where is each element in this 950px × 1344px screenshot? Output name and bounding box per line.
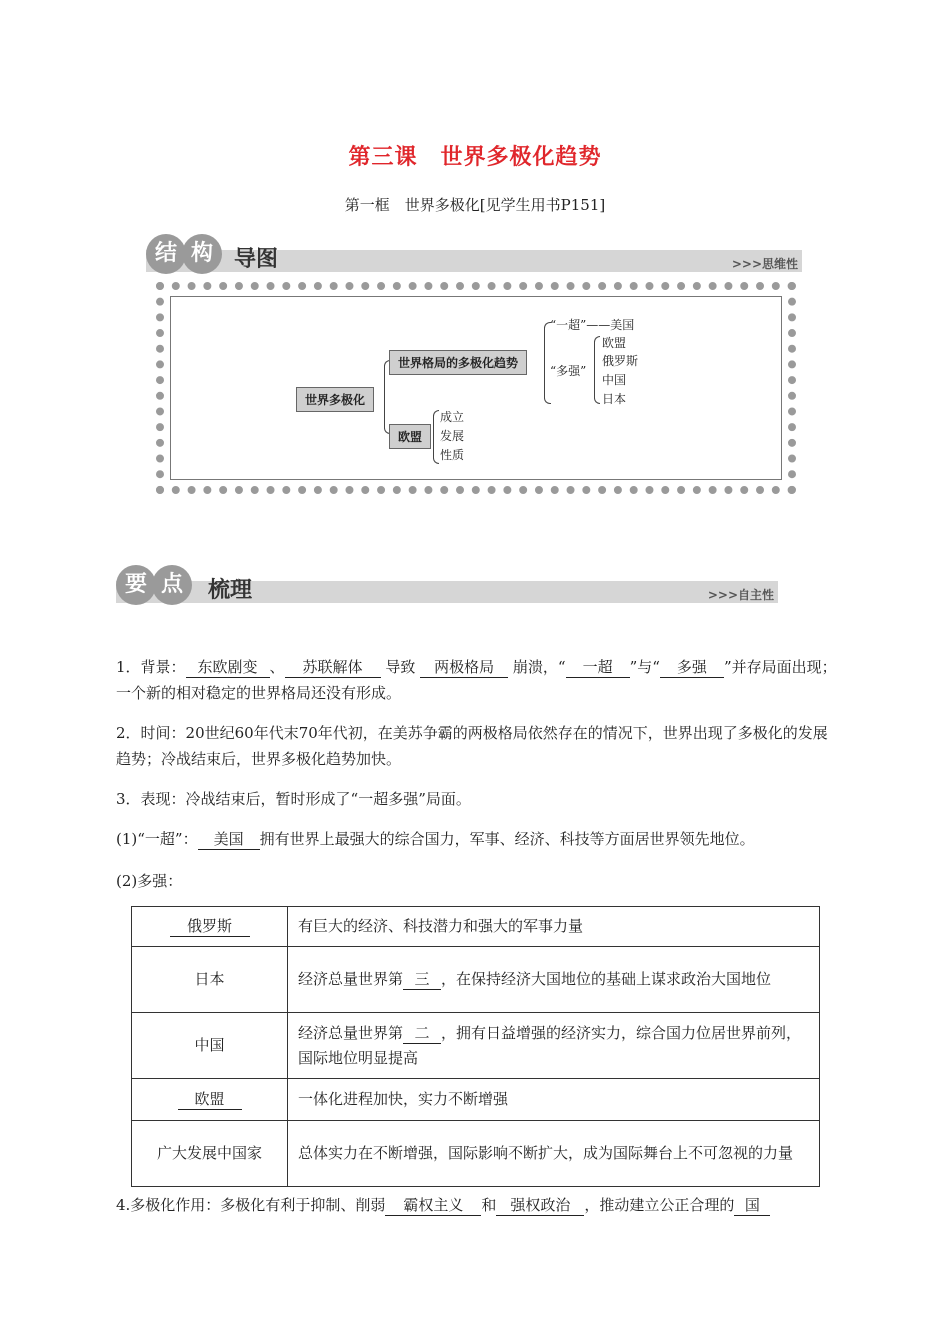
paragraph-time: 2．时间：20世纪60年代末70年代初，在美苏争霸的两极格局依然存在的情况下，世界出现了多极化的发展趋势；冷战结束后，世界多极化趋势加快。 [116,724,828,768]
paragraph-performance: 3．表现：冷战结束后，暂时形成了“一超多强”局面。 [116,790,471,808]
mindmap-frame [156,282,796,494]
table-cell: 总体实力在不断增强，国际影响不断扩大，成为国际舞台上不可忽视的力量 [288,1121,820,1187]
answer-blank: 欧盟 [178,1089,242,1110]
table-cell: 有巨大的经济、科技潜力和强大的军事力量 [288,907,820,947]
table-cell: 一体化进程加快，实力不断增强 [288,1079,820,1121]
keypoints-banner [116,565,778,609]
mindmap-power: 中国 [602,373,627,387]
mindmap-root: 世界多极化 [296,387,374,412]
table-cell: 经济总量世界第 三 ，在保持经济大国地位的基础上谋求政治大国地位 [288,947,820,1013]
answer-blank: 俄罗斯 [170,916,250,937]
banner-tag: >>>思维性 [731,257,798,271]
paragraph-background: 1．背景： 东欧剧变 、 苏联解体 导致 两极格局 崩溃，“ 一超 ”与“ 多强 ”并存局面出现；一个新的相对稳定的世界格局还没有形成。 [116,658,837,702]
answer-blank: 三 [403,969,441,990]
answer-blank: 强权政治 [496,1195,584,1216]
answer-blank: 多强 [660,657,724,678]
answer-blank: 一超 [566,657,630,678]
table-row [132,947,820,1013]
banner-word: 梳理 [208,578,253,603]
table-cell: 广大发展中国家 [132,1121,288,1187]
paragraph-role: 4.多极化作用：多极化有利于抑制、削弱 霸权主义 和 强权政治 ，推动建立公正合理的 国 [116,1192,840,1218]
answer-blank: 霸权主义 [385,1195,481,1216]
answer-blank: 东欧剧变 [186,657,270,678]
banner-badge: 构 [182,234,222,274]
mindmap-eu-item: 发展 [440,429,465,443]
mindmap-eu-item: 性质 [440,448,465,462]
banner-badge: 要 [116,565,156,605]
table-cell: 经济总量世界第 二 ，拥有日益增强的经济实力，综合国力位居世界前列，国际地位明显提高 [288,1013,820,1079]
answer-blank: 国 [734,1195,770,1216]
mindmap-branch-2: 欧盟 [389,424,431,449]
banner-tag: >>>自主性 [707,588,774,602]
table-row [132,1013,820,1079]
table-row [132,1079,820,1121]
paragraph-superpower: (1)“一超”： 美国 拥有世界上最强大的综合国力，军事、经济、科技等方面居世界领先地位。 [116,830,755,848]
table-row [132,1121,820,1187]
banner-word: 导图 [234,247,279,272]
table-cell: 日本 [132,947,288,1013]
banner-badge: 结 [146,234,186,274]
answer-blank: 二 [403,1023,441,1044]
page-subtitle: 第一框 世界多极化[见学生用书P151] [344,196,606,214]
mindmap-powers-label: “多强” [550,364,587,378]
page-title: 第三课 世界多极化趋势 [348,145,602,170]
powers-table [131,906,820,1187]
table-cell: 中国 [132,1013,288,1079]
answer-blank: 苏联解体 [285,657,381,678]
banner-badge: 点 [152,565,192,605]
mindmap-power: 欧盟 [602,336,627,350]
paragraph-powers: (2)多强： [116,872,183,890]
answer-blank: 两极格局 [420,657,508,678]
table-row [132,907,820,947]
answer-blank: 美国 [198,829,260,850]
mindmap-power: 俄罗斯 [602,354,639,368]
mindmap-eu-item: 成立 [440,410,465,424]
mindmap-superpower: “一超”——美国 [550,318,635,332]
mindmap-branch-1: 世界格局的多极化趋势 [389,350,527,375]
structure-banner [146,234,802,278]
mindmap-power: 日本 [602,392,627,406]
